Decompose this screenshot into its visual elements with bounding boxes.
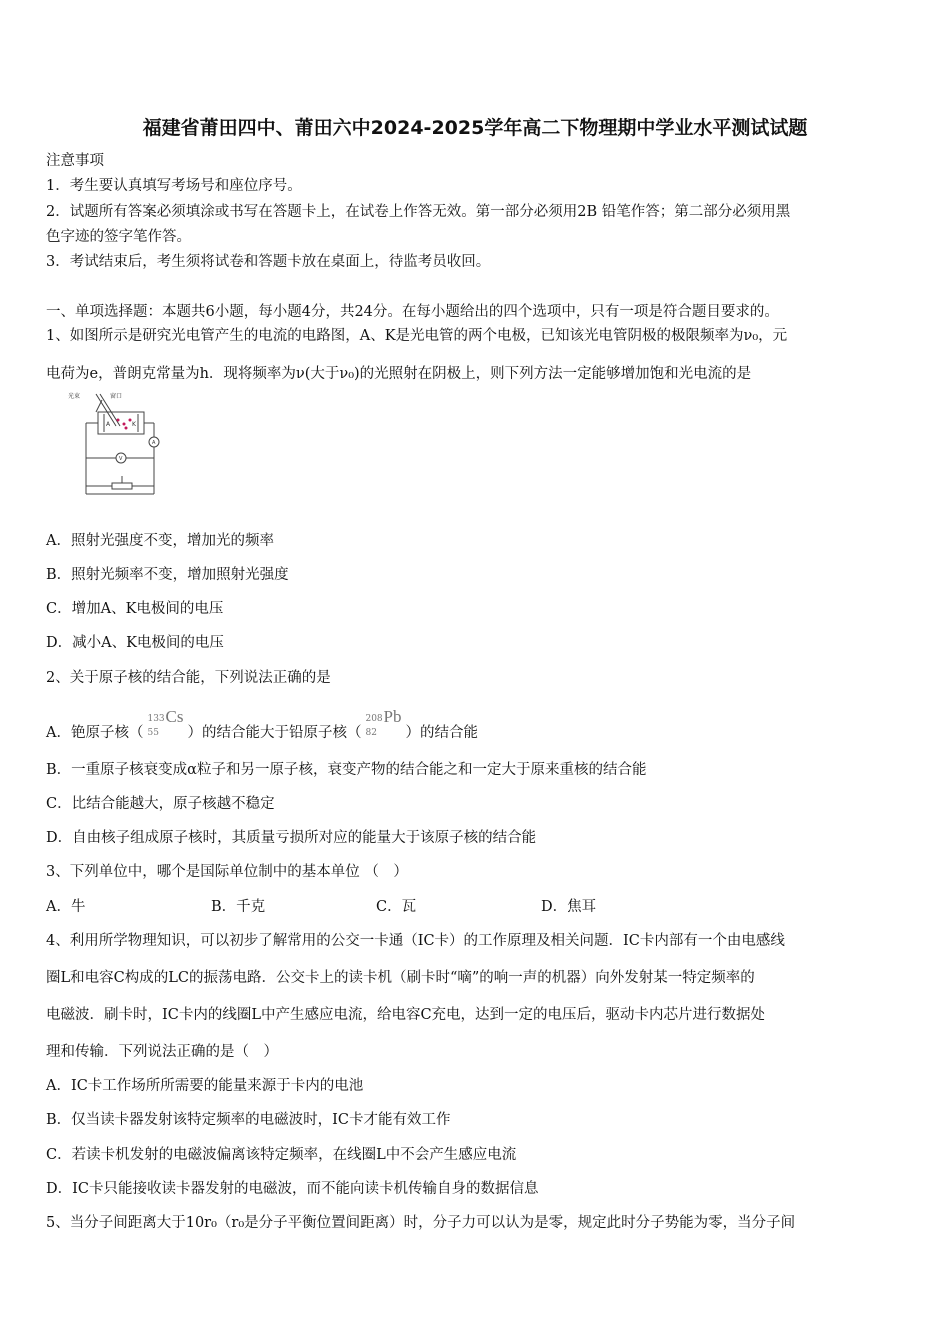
option: D．焦耳: [541, 899, 597, 915]
mass-number: 133: [147, 714, 165, 724]
notice-item: 2．试题所有答案必须填涂或书写在答题卡上，在试卷上作答无效。第一部分必须用2B 铅笔作答；第二部分必须用黑: [46, 204, 791, 220]
window-label: 窗口: [110, 393, 123, 400]
section-heading: 一、单项选择题：本题共6小题，每小题4分，共24分。在每小题给出的四个选项中，只有一项是符合题目要求的。: [46, 304, 779, 320]
mass-number: 208: [365, 714, 383, 724]
option-text: ）的结合能: [405, 725, 478, 741]
notice-heading: 注意事项: [46, 153, 104, 169]
notice-item: 色字迹的签字笔作答。: [46, 229, 191, 245]
option: C．比结合能越大，原子核越不稳定: [46, 796, 275, 812]
question-4-stem: 圈L和电容C构成的LC的振荡电路．公交卡上的读卡机（刷卡时“嘀”的响一声的机器）向外发射某一特定频率的: [46, 970, 755, 986]
question-4-stem: 理和传输．下列说法正确的是（ ）: [46, 1044, 278, 1060]
question-3-stem: 3、下列单位中，哪个是国际单位制中的基本单位 （ ）: [46, 864, 408, 880]
cesium-nuclide: [143, 707, 187, 743]
option: C．瓦: [376, 899, 417, 915]
option: [46, 707, 908, 743]
option: A．牛: [46, 899, 86, 915]
option: B．一重原子核衰变成α粒子和另一原子核，衰变产物的结合能之和一定大于原来重核的结合能: [46, 762, 647, 778]
atomic-number: 82: [365, 728, 377, 738]
circuit-diagram: [66, 390, 166, 500]
question-4-stem: 电磁波．刷卡时，IC卡内的线圈L中产生感应电流，给电容C充电，达到一定的电压后，驱动卡内芯片进行数据处: [46, 1007, 766, 1023]
element-symbol: Cs: [165, 707, 184, 726]
element-symbol: Pb: [383, 707, 402, 726]
option-text: ）的结合能大于铅原子核（: [187, 725, 362, 741]
option: A．IC卡工作场所所需要的能量来源于卡内的电池: [46, 1078, 364, 1094]
window-mark: [96, 400, 102, 412]
lead-nuclide: [361, 707, 405, 743]
option: D．减小A、K电极间的电压: [46, 635, 224, 651]
ammeter-label: A: [152, 440, 156, 446]
option-text: A．铯原子核（: [46, 725, 144, 741]
rheostat: [112, 483, 132, 489]
option: C．增加A、K电极间的电压: [46, 601, 224, 617]
option: C．若读卡机发射的电磁波偏离该特定频率，在线圈L中不会产生感应电流: [46, 1147, 517, 1163]
question-5-stem: 5、当分子间距离大于10r₀（r₀是分子平衡位置间距离）时，分子力可以认为是零，规定此时分子势能为零，当分子间: [46, 1215, 796, 1231]
option: B．千克: [211, 899, 266, 915]
light-label: 光束: [68, 393, 81, 400]
cathode-label: K: [132, 421, 136, 428]
option: B．仅当读卡器发射该特定频率的电磁波时，IC卡才能有效工作: [46, 1112, 451, 1128]
question-1-stem: 电荷为e，普朗克常量为h．现将频率为ν(大于ν₀)的光照射在阴极上，则下列方法一定能够增加饱和光电流的是: [46, 366, 752, 382]
phototube: [98, 412, 144, 434]
notice-item: 1．考生要认真填写考场号和座位序号。: [46, 178, 302, 194]
phototube-circuit-figure: [66, 390, 166, 500]
option: B．照射光频率不变，增加照射光强度: [46, 567, 289, 583]
voltmeter-label: V: [119, 456, 123, 462]
question-2-stem: 2、关于原子核的结合能，下列说法正确的是: [46, 670, 331, 686]
option: D．IC卡只能接收读卡器发射的电磁波，而不能向读卡机传输自身的数据信息: [46, 1181, 539, 1197]
notice-item: 3．考试结束后，考生须将试卷和答题卡放在桌面上，待监考员收回。: [46, 254, 491, 270]
option: A．照射光强度不变，增加光的频率: [46, 533, 274, 549]
page-title: 福建省莆田四中、莆田六中2024-2025学年高二下物理期中学业水平测试试题: [142, 117, 808, 139]
atomic-number: 55: [147, 728, 159, 738]
question-1-stem: 1、如图所示是研究光电管产生的电流的电路图，A、K是光电管的两个电极，已知该光电管阴极的极限频率为ν₀，元: [46, 328, 788, 344]
question-4-stem: 4、利用所学物理知识，可以初步了解常用的公交一卡通（IC卡）的工作原理及相关问题．IC卡内部有一个由电感线: [46, 933, 785, 949]
anode-label: A: [106, 421, 111, 428]
option: D．自由核子组成原子核时，其质量亏损所对应的能量大于该原子核的结合能: [46, 830, 537, 846]
